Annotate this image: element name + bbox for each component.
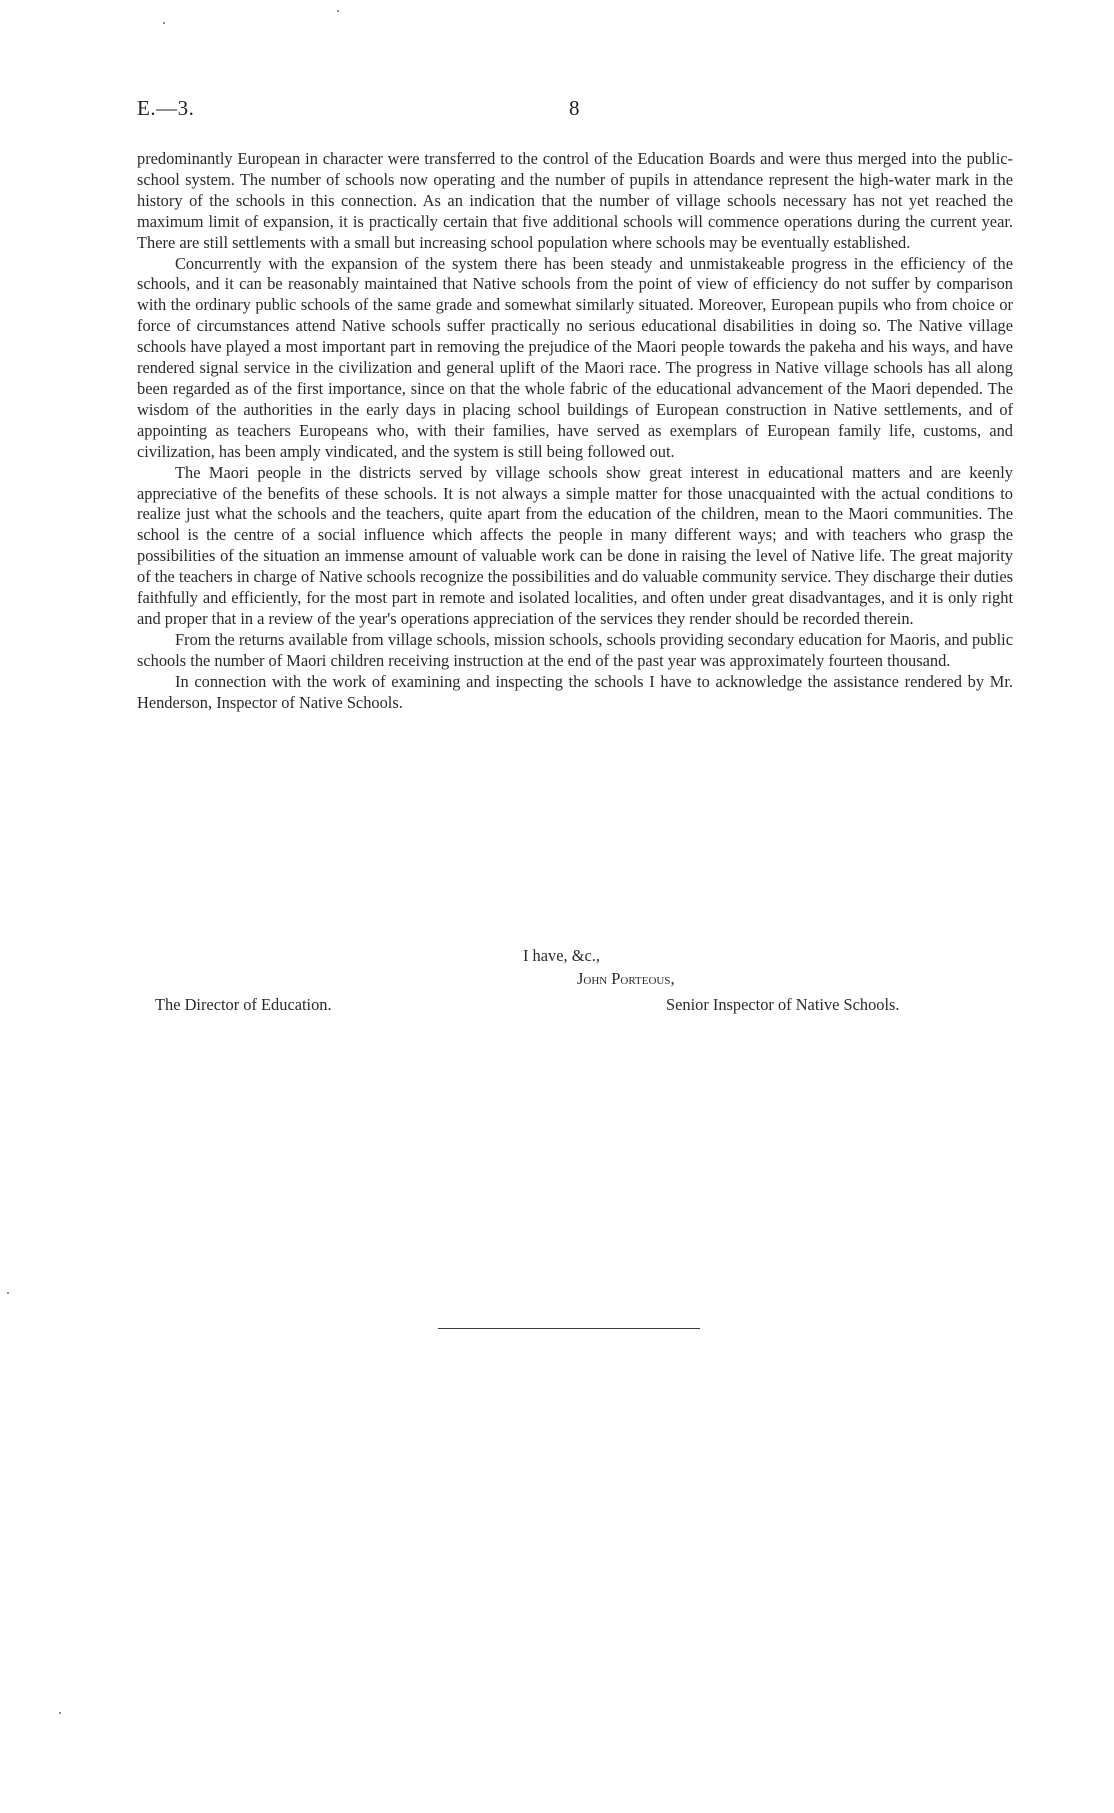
signatory-title: Senior Inspector of Native Schools. [666, 995, 900, 1014]
paragraph-acknowledgement: In connection with the work of examining and inspecting the schools I have to acknowledge the assistance rendered by Mr. Henderson, Inspector of Native Schools. [137, 671, 1013, 712]
paragraph-maori-interest: The Maori people in the districts served by village schools show great interest in educational matters and are keenly appreciative of the benefits of these schools. It is not always a simple matter for those unacquainted with the actual conditions to realize just what the schools and the teachers, quite apart from the education of the children, mean to the Maori communities. The school is the centre of a social influence which affects the people in many different ways; and with teachers who grasp the possibilities of the situation an immense amount of valuable work can be done in raising the level of Native life. The great majority of the teachers in charge of Native schools recognize the possibilities and do valuable community service. They discharge their duties faithfully and efficiently, for the most part in remote and isolated localities, and often under great disadvantages, and it is only right and proper that in a review of the year's operations appreciation of the services they render should be recorded therein. [137, 462, 1013, 628]
letter-closing [137, 946, 1013, 1026]
complimentary-close: I have, &c., [523, 946, 600, 965]
end-rule [438, 1328, 700, 1329]
document-code: E.—3. [137, 96, 195, 120]
scan-speck [7, 1292, 9, 1294]
scan-speck [337, 10, 339, 12]
signatory-name: John Porteous, [577, 969, 675, 988]
scan-speck [163, 22, 165, 24]
page-header [137, 96, 1013, 126]
page-number: 8 [569, 96, 580, 120]
paragraph-continuation: predominantly European in character were transferred to the control of the Education Boards and were thus merged into the public-school system. The number of schools now operating and the number of pupils in attendance represent the high-water mark in the history of the schools in this connection. As an indication that the number of village schools necessary has not yet reached the maximum limit of expansion, it is practically certain that five additional schools will commence operations during the current year. There are still settlements with a small but increasing school population where schools may be eventually established. [137, 149, 1013, 252]
addressee: The Director of Education. [155, 995, 332, 1014]
paragraph-efficiency: Concurrently with the expansion of the system there has been steady and unmistakeable progress in the efficiency of the schools, and it can be reasonably maintained that Native schools from the point of view of efficiency do not suffer by comparison with the ordinary public schools of the same grade and somewhat similarly situated. Moreover, European pupils who from choice or force of circumstances attend Native schools suffer practically no serious educational disabilities in doing so. The Native village schools have played a most important part in removing the prejudice of the Maori people towards the pakeha and his ways, and have rendered signal service in the civilization and general uplift of the Maori race. The progress in Native village schools has all along been regarded as of the first importance, since on that the whole fabric of the educational advancement of the Maori depended. The wisdom of the authorities in the early days in placing school buildings of European construction in Native settlements, and of appointing as teachers Europeans who, with their families, have served as exemplars of European family life, customs, and civilization, has been amply vindicated, and the system is still being followed out. [137, 253, 1013, 461]
scan-speck [59, 1712, 61, 1714]
paragraph-returns: From the returns available from village schools, mission schools, schools providing secondary education for Maoris, and public schools the number of Maori children receiving instruction at the end of the past year was approximately fourteen thousand. [137, 629, 1013, 670]
report-body [137, 149, 1013, 713]
